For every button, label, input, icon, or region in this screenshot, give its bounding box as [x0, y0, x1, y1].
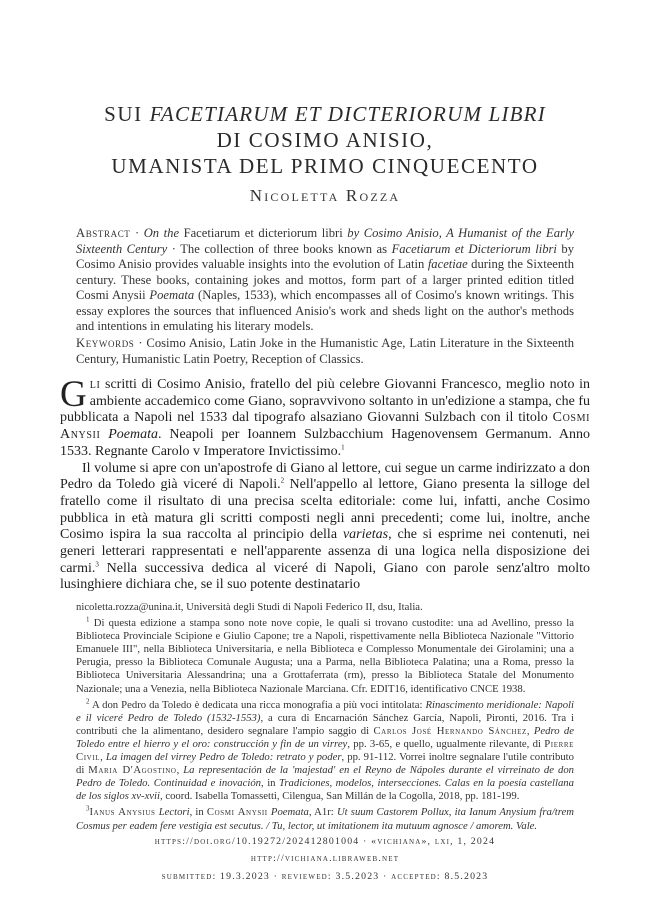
body-text: Nella successiva dedica al viceré di Napoli, Giano con parole senz'altro molto lusinghiere dichiara che, se il suo potente destinatario	[60, 560, 590, 593]
footnote-text: , a cura di Encarnación Sánchez García, Napoli, Pironti, 2016. Tra i contributi che la alimentano, desidero segnalare l'ampio saggio di	[76, 711, 574, 737]
abstract-text: facetiae	[427, 257, 468, 271]
footnote-text: Ianus Anysius	[89, 806, 156, 819]
doi-line[interactable]: https://doi.org/10.19272/202412801004 · «vichiana», lxi, 1, 2024	[154, 836, 496, 847]
footnote-text: Poemata	[267, 806, 309, 819]
footnote-text: , pp. 3-65, e quello, ugualmente rilevante, di	[347, 737, 545, 750]
footnote-number: 1	[86, 615, 90, 624]
article-title-line-3: UMANISTA DEL PRIMO CINQUECENTO	[111, 154, 539, 178]
title-italic-work: FACETIARUM ET DICTERIORUM LIBRI	[149, 102, 546, 126]
body-text: , che si esprime nei contenuti, nei generi letterari rappresentati e nell'apparente assenza di una logica nella disposizione dei carmi.	[60, 527, 590, 576]
article-title-line-2: DI COSIMO ANISIO,	[216, 128, 434, 152]
body-text: scritti di Cosimo Anisio, fratello del più celebre Giovanni Francesco, meglio noto in ambiente accademico come Giano, sopravvivono soltanto in un'edizione a stampa, che fu pubblicata a Napoli nel 1533 dal tipografo alsaziano Giovanni Sulzbach con il titolo	[60, 377, 590, 426]
keywords-label: Keywords	[76, 336, 135, 350]
footnote-text: ,	[100, 751, 106, 764]
footnote-text: A don Pedro da Toledo è dedicata una ricca monografia a più voci intitolata:	[89, 698, 426, 711]
keywords-text: · Cosimo Anisio, Latin Joke in the Humanistic Age, Latin Literature in the Sixteenth Century, Humanistic Latin Poetry, Reception of Classics.	[76, 336, 574, 366]
footnote-1	[76, 617, 574, 696]
footnote-number: 3	[86, 804, 90, 813]
footnote-text: Pierre Civil	[76, 737, 574, 764]
abstract-separator: ·	[130, 226, 144, 240]
footnote-text: Cosmi Anysii	[206, 806, 268, 819]
body-text: Poemata	[100, 427, 158, 443]
keywords	[76, 336, 574, 367]
title-prefix: SUI	[104, 102, 150, 126]
footnote-text: Maria D'Agostino	[88, 764, 177, 777]
footnote-text: , in	[189, 806, 207, 819]
footnote-text: Tradiciones, modelos, intersecciones. Calas en la poesía castellana de los siglos xv-xvii	[76, 777, 574, 803]
footnote-3	[76, 806, 574, 832]
footnote-text: Rinascimento meridionale: Napoli e il viceré Pedro de Toledo (1532-1553)	[76, 698, 574, 724]
abstract-text: by Cosimo Anisio provides valuable insights into the evolution of Latin	[76, 241, 575, 271]
submission-dates: submitted: 19.3.2023 · reviewed: 3.5.2023 · accepted: 8.5.2023	[161, 871, 489, 882]
abstract-label: Abstract	[76, 226, 131, 240]
abstract-text: (Naples, 1533), which encompasses all of Cosimo's known writings. This essay explores the sources that influenced Anisio's work and sheds light on the author's methods and intentions in emulating his literary models.	[76, 288, 574, 333]
body-text: varietas	[342, 527, 389, 543]
author-name: Nicoletta Rozza	[249, 186, 401, 205]
footnote-text: ,	[176, 764, 184, 777]
footnote-text: , in	[261, 777, 280, 790]
footnote-text: , pp. 91-112. Vorrei inoltre segnalare l'utile contributo di	[76, 751, 574, 777]
abstract-text: by Cosimo Anisio, A Humanist of the Early Sixteenth Century	[76, 226, 574, 256]
drop-cap: G	[60, 374, 87, 415]
author-affiliation: nicoletta.rozza@unina.it, Università degli Studi di Napoli Federico II, dsu, Italia.	[76, 601, 423, 613]
footnote-text: , coord. Isabella Tomassetti, Cilengua, San Millán de la Cogolla, 2018, pp. 181-199.	[160, 790, 520, 803]
body-text: . Neapoli per Ioannem Sulzbacchium Hagenovensem Germanum. Anno 1533. Regnante Carolo v Imperatore Invictissimo.	[60, 427, 590, 459]
footnote-ref-2[interactable]: 2	[280, 476, 285, 485]
journal-url[interactable]: http://vichiana.libraweb.net	[250, 853, 400, 864]
abstract-text: Poemata	[149, 288, 195, 302]
footnote-ref-3[interactable]: 3	[95, 560, 99, 569]
footnote-text: Ut suum Castorem Pollux, ita Ianum Anysium fra/trem Cosmus per eadem fere vestigia est secutus. / Tu, lector, ut imitationem ita mutuum agnosce / amorem. Vale.	[76, 806, 574, 832]
footnote-text: La imagen del virrey Pedro de Toledo: retrato y poder	[105, 751, 342, 764]
article-body	[60, 374, 591, 594]
footnote-ref-1[interactable]: 1	[341, 443, 345, 452]
abstract-text: · The collection of three books known as	[167, 241, 392, 256]
body-text: Il volume si apre con un'apostrofe di Giano al lettore, cui segue un carme indirizzato a don Pedro da Toledo già viceré di Napoli.	[60, 460, 590, 493]
body-paragraph-1	[60, 374, 590, 461]
footnote-text: La representación de la 'majestad' en el Reyno de Nápoles durante el virreinato de don Pedro de Toledo. Continuidad e inovación	[76, 764, 575, 790]
body-text: Cosmi Anysii	[60, 410, 590, 443]
footnote-text: , A1r:	[308, 806, 337, 819]
abstract	[76, 226, 574, 335]
article-title-line-1	[40, 102, 610, 126]
body-text: li	[89, 377, 101, 392]
footnote-text: Di questa edizione a stampa sono note nove copie, le quali si trovano custodite: una ad Avellino, presso la Biblioteca Provinciale Scipione e Giulio Capone; tre a Napoli, rispettivamente nella Biblioteca Nazionale "Vittorio Emanuele III", nella Biblioteca Universitaria, e nella Biblioteca e Complesso Monumentale dei Girolamini; una a Perugia, presso la Biblioteca Comunale Augusta; una a Parma, nella Biblioteca Palatina; una a Roma, presso la Biblioteca Universitaria Alessandrina; una a Grottaferrata (rm), presso la Biblioteca Statale del Monumento Nazionale; una a Venezia, nella Biblioteca Nazionale Marciana. Cfr. EDIT16, identificativo CNCE 1938.	[76, 617, 574, 695]
footnote-number: 2	[86, 697, 90, 706]
footnote-text: ,	[526, 724, 534, 737]
abstract-text: during the Sixteenth century. These books, containing jokes and mottos, form part of a larger printed edition titled Cosmi Anysii	[76, 257, 574, 302]
footnote-text: Carlos José Hernando Sánchez	[373, 724, 527, 737]
body-paragraph-2	[60, 461, 590, 595]
footnote-text: Pedro de Toledo entre el hierro y el oro: construcción y fin de un virrey	[76, 724, 575, 750]
footnote-2	[76, 699, 574, 804]
footnote-text: Lectori	[155, 806, 190, 819]
footnotes	[76, 601, 574, 836]
body-text: Nell'appello al lettore, Giano presenta la silloge del fratello come il risultato di una precisa scelta editoriale: come lui, infatti, anche Cosimo pubblica in età matura gli scritti composti negli anni precedenti; come lui, inoltre, anche Cosimo ispira la sua raccolta al principio della	[60, 477, 591, 543]
abstract-text: Facetiarum et Dicteriorum libri	[391, 241, 557, 256]
abstract-text: Facetiarum et dicteriorum libri	[179, 226, 348, 240]
abstract-text: On the	[143, 226, 180, 240]
